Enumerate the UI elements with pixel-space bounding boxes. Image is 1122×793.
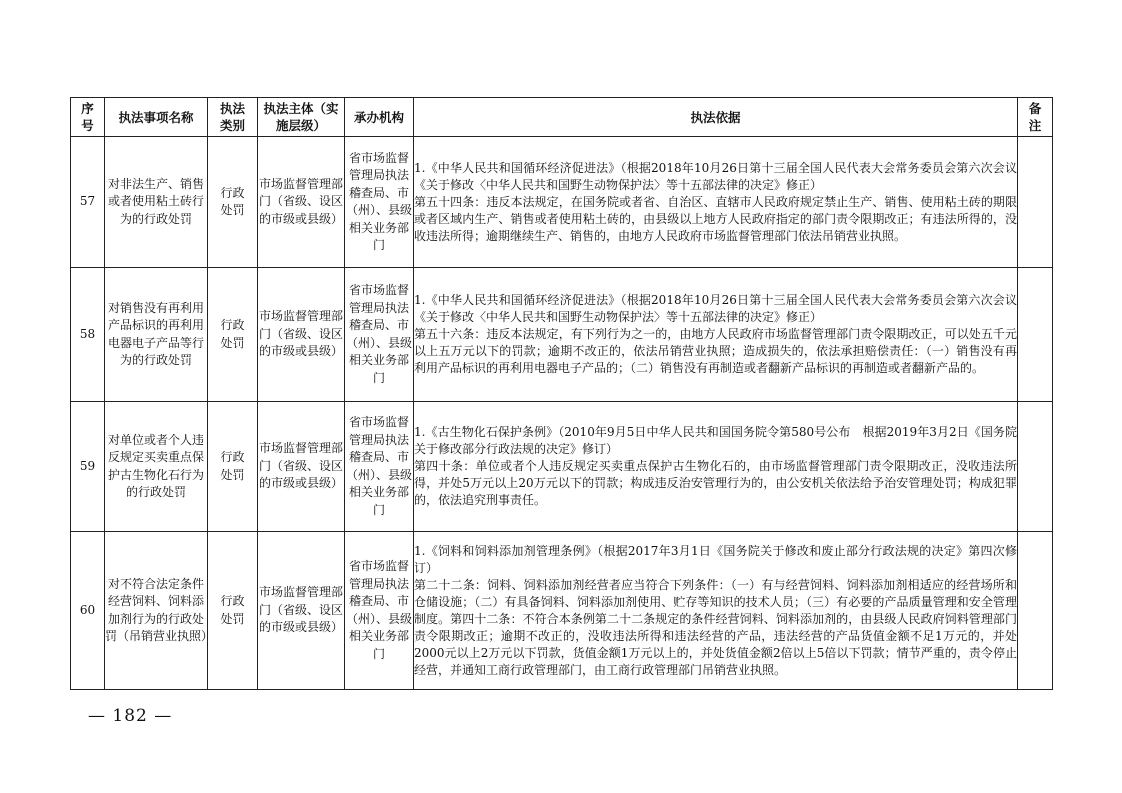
- row-basis: [414, 268, 1018, 402]
- row-seq: 57: [71, 137, 105, 268]
- basis-law-title: 1.《中华人民共和国循环经济促进法》（根据2018年10月26日第十三届全国人民代表大会常务委员会第六次会议《关于修改〈中华人民共和国野生动物保护法〉等十五部法律的决定》修正）: [414, 160, 1017, 192]
- row-subject: 市场监督管理部门（省级、设区的市级或县级）: [258, 532, 345, 690]
- page-number: — 182 —: [88, 706, 173, 726]
- enforcement-table: [70, 97, 1053, 690]
- table-row: [71, 532, 1053, 690]
- row-seq: 60: [71, 532, 105, 690]
- row-subject: 市场监督管理部门（省级、设区的市级或县级）: [258, 268, 345, 402]
- table-row: [71, 402, 1053, 532]
- row-seq: 58: [71, 268, 105, 402]
- header-basis: 执法依据: [414, 98, 1018, 137]
- row-item-name: 对单位或者个人违反规定买卖重点保护古生物化石行为的行政处罚: [105, 402, 208, 532]
- header-remark: 备注: [1018, 98, 1053, 137]
- basis-law-title: 1.《饲料和饲料添加剂管理条例》（根据2017年3月1日《国务院关于修改和废止部分行政法规的决定》第四次修订）: [414, 543, 1017, 575]
- row-remark: [1018, 137, 1053, 268]
- row-remark: [1018, 268, 1053, 402]
- header-seq: 序号: [71, 98, 105, 137]
- row-remark: [1018, 532, 1053, 690]
- row-agency: 省市场监督管理局执法稽查局、市（州）、县级相关业务部门: [345, 532, 414, 690]
- row-subject: 市场监督管理部门（省级、设区的市级或县级）: [258, 402, 345, 532]
- row-category: 行政处罚: [208, 137, 258, 268]
- row-basis: [414, 137, 1018, 268]
- header-row: [71, 98, 1053, 137]
- header-agency: 承办机构: [345, 98, 414, 137]
- header-category: 执法类别: [208, 98, 258, 137]
- row-basis: [414, 532, 1018, 690]
- row-category: 行政处罚: [208, 402, 258, 532]
- row-category: 行政处罚: [208, 268, 258, 402]
- basis-law-title: 1.《古生物化石保护条例》（2010年9月5日中华人民共和国国务院令第580号公布 根据2019年3月2日《国务院关于修改部分行政法规的决定》修订）: [414, 425, 1017, 456]
- row-agency: 省市场监督管理局执法稽查局、市（州）、县级相关业务部门: [345, 402, 414, 532]
- row-agency: 省市场监督管理局执法稽查局、市（州）、县级相关业务部门: [345, 137, 414, 268]
- row-item-name: 对销售没有再利用产品标识的再利用电器电子产品等行为的行政处罚: [105, 268, 208, 402]
- row-subject: 市场监督管理部门（省级、设区的市级或县级）: [258, 137, 345, 268]
- header-item-name: 执法事项名称: [105, 98, 208, 137]
- header-subject: 执法主体（实施层级）: [258, 98, 345, 137]
- row-seq: 59: [71, 402, 105, 532]
- row-basis: [414, 402, 1018, 532]
- basis-article: 第四十条：单位或者个人违反规定买卖重点保护古生物化石的，由市场监督管理部门责令限期改正，没收违法所得，并处5万元以上20万元以下的罚款；构成违反治安管理行为的，由公安机关依法给予治安管理处罚；构成犯罪的，依法追究刑事责任。: [414, 459, 1017, 507]
- basis-article: 第二十二条：饲料、饲料添加剂经营者应当符合下列条件：（一）有与经营饲料、饲料添加剂相适应的经营场所和仓储设施；（二）有具备饲料、饲料添加剂使用、贮存等知识的技术人员；（三）有必要的产品质量管理和安全管理制度。第四十二条：不符合本条例第二十二条规定的条件经营饲料、饲料添加剂的，由县级人民政府饲料管理部门责令限期改正；逾期不改正的，没收违法所得和违法经营的产品，违法经营的产品货值金额不足1万元的，并处2000元以上2万元以下罚款，货值金额1万元以上的，并处货值金额2倍以上5倍以下罚款；情节严重的，责令停止经营，并通知工商行政管理部门，由工商行政管理部门吊销营业执照。: [414, 577, 1017, 677]
- table-row: [71, 268, 1053, 402]
- basis-article: 第五十六条：违反本法规定，有下列行为之一的，由地方人民政府市场监督管理部门责令限期改正，可以处五千元以上五万元以下的罚款；逾期不改正的，依法吊销营业执照；造成损失的，依法承担赔偿责任：（一）销售没有再利用产品标识的再利用电器电子产品的；（二）销售没有再制造或者翻新产品标识的再制造或者翻新产品的。: [414, 327, 1017, 375]
- basis-article: 第五十四条：违反本法规定，在国务院或者省、自治区、直辖市人民政府规定禁止生产、销售、使用粘土砖的期限或者区域内生产、销售或者使用粘土砖的，由县级以上地方人民政府指定的部门责令限期改正；有违法所得的，没收违法所得；逾期继续生产、销售的，由地方人民政府市场监督管理部门依法吊销营业执照。: [414, 194, 1017, 243]
- basis-law-title: 1.《中华人民共和国循环经济促进法》（根据2018年10月26日第十三届全国人民代表大会常务委员会第六次会议《关于修改〈中华人民共和国野生动物保护法〉等十五部法律的决定》修正）: [414, 293, 1017, 324]
- table-row: [71, 137, 1053, 268]
- row-item-name: 对非法生产、销售或者使用粘土砖行为的行政处罚: [105, 137, 208, 268]
- row-agency: 省市场监督管理局执法稽查局、市（州）、县级相关业务部门: [345, 268, 414, 402]
- row-item-name: 对不符合法定条件经营饲料、饲料添加剂行为的行政处罚（吊销营业执照）: [105, 532, 208, 690]
- row-remark: [1018, 402, 1053, 532]
- row-category: 行政处罚: [208, 532, 258, 690]
